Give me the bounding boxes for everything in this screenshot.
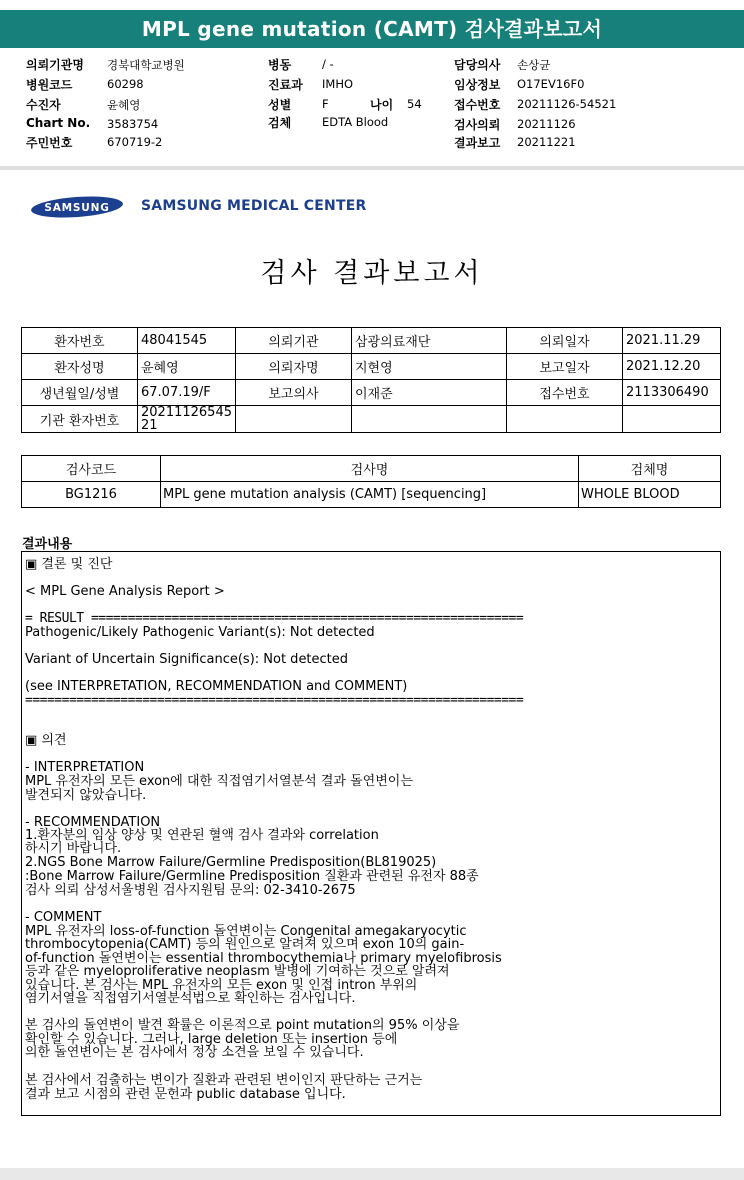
header-value: 20211126 (517, 117, 576, 131)
header-label: 결과보고 (454, 136, 501, 150)
table-cell: WHOLE BLOOD (579, 482, 721, 508)
result-line: Variant of Uncertain Significance(s): Not detected (25, 652, 349, 667)
header-label: 의뢰기관명 (26, 58, 84, 72)
table-row (22, 406, 721, 433)
report-title: 검사 결과보고서 (260, 258, 484, 289)
result-line: MPL 유전자의 모든 exon에 대한 직접염기서열분석 결과 돌연변이는 (25, 774, 413, 789)
table-row (22, 456, 721, 482)
table-row (22, 380, 721, 406)
result-line: 하시기 바랍니다. (25, 841, 122, 856)
result-line: 있습니다. 본 검사는 MPL 유전자의 모든 exon 및 인접 intron 부위의 (25, 978, 418, 993)
header-value: EDTA Blood (322, 115, 389, 129)
result-line: ▣ 의견 (25, 733, 67, 748)
result-line: thrombocytopenia(CAMT) 등의 원인으로 알려져 있으며 exon 10의 gain- (25, 937, 465, 952)
table-row (22, 482, 721, 508)
result-line: Pathogenic/Likely Pathogenic Variant(s): Not detected (25, 625, 375, 640)
result-content-box (21, 551, 721, 1116)
header-label: 병동 (268, 58, 292, 72)
footer-band (0, 1168, 744, 1180)
header-label: 성별 (268, 98, 292, 112)
result-line: 결과 보고 시점의 관련 문헌과 public database 입니다. (25, 1087, 346, 1102)
header-label: 병원코드 (26, 78, 73, 92)
header-value: / - (322, 57, 334, 71)
result-line: MPL 유전자의 loss-of-function 돌연변이는 Congenital amegakaryocytic (25, 924, 467, 939)
header-label: 검체 (268, 116, 292, 130)
table-cell: 기관 환자번호 (22, 406, 138, 433)
table-cell: 환자성명 (22, 354, 138, 380)
result-line: 2.NGS Bone Marrow Failure/Germline Predisposition(BL819025) (25, 855, 437, 870)
table-cell: 의뢰일자 (507, 328, 623, 354)
table-header: 검사명 (161, 456, 579, 482)
header-value: F (322, 97, 329, 111)
header-value: 경북대학교병원 (107, 58, 185, 72)
header-value: 60298 (107, 77, 144, 91)
header-value: 손상균 (517, 58, 551, 72)
result-line: 염기서열을 직접염기서열분석법으로 확인하는 검사입니다. (25, 991, 356, 1006)
table-cell: 의뢰자명 (236, 354, 352, 380)
result-line: 1.환자분의 임상 양상 및 연관된 혈액 검사 결과와 correlation (25, 828, 379, 843)
request-header (0, 53, 744, 165)
result-section-label: 결과내용 (22, 537, 73, 552)
result-line: - RECOMMENDATION (25, 815, 161, 830)
result-line: 본 검사의 돌연변이 발견 확률은 이론적으로 point mutation의 95% 이상을 (25, 1018, 460, 1033)
header-divider (0, 166, 744, 170)
report-banner (0, 10, 744, 48)
patient-info-table (21, 327, 721, 433)
table-cell: 67.07.19/F (138, 380, 236, 406)
table-cell: 2021.11.29 (623, 328, 721, 354)
table-cell: 환자번호 (22, 328, 138, 354)
header-value: O17EV16F0 (517, 77, 585, 91)
medical-center-name: SAMSUNG MEDICAL CENTER (141, 198, 367, 214)
result-line: < MPL Gene Analysis Report > (25, 584, 225, 599)
result-line: - COMMENT (25, 910, 102, 925)
table-cell (352, 406, 507, 433)
header-label: 주민번호 (26, 136, 73, 150)
table-row (22, 328, 721, 354)
result-line: 확인할 수 있습니다. 그러나, large deletion 또는 insertion 등에 (25, 1032, 398, 1047)
header-label: Chart No. (26, 116, 91, 130)
table-cell: 48041545 (138, 328, 236, 354)
table-cell: 2021112654521 (138, 406, 236, 433)
table-cell (507, 406, 623, 433)
result-line: = RESULT =========================================================== (25, 611, 524, 626)
result-line: ▣ 결론 및 진단 (25, 557, 113, 572)
header-label: 접수번호 (454, 98, 501, 112)
table-cell: 보고의사 (236, 380, 352, 406)
table-cell: 의뢰기관 (236, 328, 352, 354)
result-line: :Bone Marrow Failure/Germline Predisposition 질환과 관련된 유전자 88종 (25, 869, 479, 884)
table-cell: 생년월일/성별 (22, 380, 138, 406)
result-line: (see INTERPRETATION, RECOMMENDATION and COMMENT) (25, 679, 408, 694)
header-label: 검사의뢰 (454, 118, 501, 132)
header-label-age: 나이 (370, 98, 394, 112)
table-cell (236, 406, 352, 433)
header-label: 임상정보 (454, 78, 501, 92)
banner-title: MPL gene mutation (CAMT) 검사결과보고서 (141, 17, 603, 41)
test-table (21, 455, 721, 508)
header-value: 20211126-54521 (517, 97, 617, 111)
table-cell: 윤혜영 (138, 354, 236, 380)
samsung-logo-text: SAMSUNG (44, 202, 110, 214)
table-cell: 삼광의료재단 (352, 328, 507, 354)
table-header: 검체명 (579, 456, 721, 482)
table-cell: 2113306490 (623, 380, 721, 406)
header-value: 20211221 (517, 135, 576, 149)
samsung-logo (30, 196, 124, 218)
header-value: 670719-2 (107, 135, 163, 149)
table-cell: 접수번호 (507, 380, 623, 406)
table-cell: 보고일자 (507, 354, 623, 380)
table-cell: BG1216 (22, 482, 161, 508)
header-value: 3583754 (107, 117, 159, 131)
table-row (22, 354, 721, 380)
table-cell: 2021.12.20 (623, 354, 721, 380)
header-label: 수진자 (26, 98, 61, 112)
header-label: 담당의사 (454, 58, 501, 72)
table-header: 검사코드 (22, 456, 161, 482)
result-line: - INTERPRETATION (25, 760, 145, 775)
result-line: 검사 의뢰 삼성서울병원 검사지원팀 문의: 02-3410-2675 (25, 883, 356, 898)
result-line: 의한 돌연변이는 본 검사에서 정상 소견을 보일 수 있습니다. (25, 1045, 364, 1060)
header-value-age: 54 (407, 97, 422, 111)
table-cell (623, 406, 721, 433)
table-cell: 이재준 (352, 380, 507, 406)
result-line: 등과 같은 myeloproliferative neoplasm 발병에 기여하는 것으로 알려져 (25, 964, 450, 979)
result-line: ==================================================================== (25, 693, 524, 708)
result-line: 본 검사에서 검출하는 변이가 질환과 관련된 변이인지 판단하는 근거는 (25, 1073, 423, 1088)
result-line: 발견되지 않았습니다. (25, 788, 147, 803)
table-cell: 지현영 (352, 354, 507, 380)
table-cell: MPL gene mutation analysis (CAMT) [sequencing] (161, 482, 579, 508)
header-value: IMHO (322, 77, 354, 91)
header-value: 윤혜영 (107, 98, 141, 112)
result-line: of-function 돌연변이는 essential thrombocythemia나 primary myelofibrosis (25, 951, 502, 966)
header-label: 진료과 (268, 78, 303, 92)
